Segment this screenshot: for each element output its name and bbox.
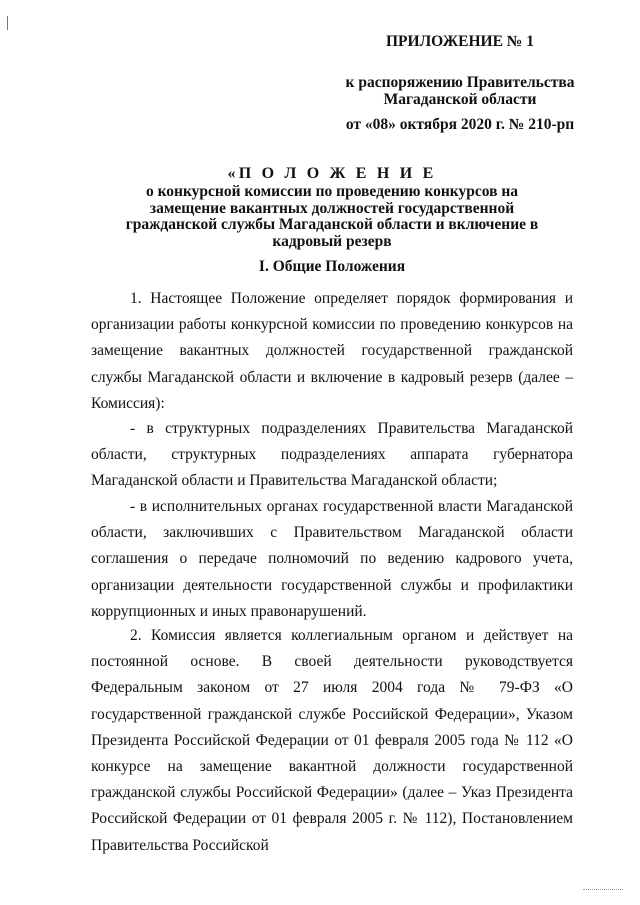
appendix-reference — [300, 74, 620, 108]
document-title — [90, 164, 574, 250]
title-subtitle: о конкурсной комиссии по проведению конкурсов на замещение вакантных должностей государственной гражданской службы Магаданской области и включение в кадровый резерв — [125, 183, 539, 250]
appendix-reference-line2: Магаданской области — [383, 91, 537, 108]
scan-mark — [7, 16, 8, 30]
section-heading: I. Общие Положения — [258, 258, 406, 275]
appendix-number-text: ПРИЛОЖЕНИЕ № 1 — [386, 33, 534, 50]
appendix-number — [300, 33, 620, 50]
paragraph-3: - в исполнительных органах государственной власти Магаданской области, заключивших с Правительством Магаданской области соглашения о передаче полномочий по ведению кадрового учета, организации деятельности государственной службы и профилактики коррупционных и иных правонарушений. — [91, 498, 573, 620]
appendix-date — [300, 116, 620, 133]
title-main: «П О Л О Ж Е Н И Е — [227, 165, 437, 182]
appendix-date-text: от «08» октября 2020 г. № 210-рп — [345, 116, 575, 133]
scan-footer-mark — [583, 889, 623, 891]
appendix-reference-line1: к распоряжению Правительства — [345, 74, 575, 91]
paragraph-1: 1. Настоящее Положение определяет порядок формирования и организации работы конкурсной комиссии по проведению конкурсов на замещение вакантных должностей государственной гражданской службы Магаданской области и включение в кадровый резерв (далее – Комиссия): — [91, 290, 573, 412]
paragraph-2: - в структурных подразделениях Правительства Магаданской области, структурных подразделениях аппарата губернатора Магаданской области и Правительства Магаданской области; — [91, 420, 573, 490]
paragraph-4: 2. Комиссия является коллегиальным органом и действует на постоянной основе. В своей деятельности руководствуется Федеральным законом от 27 июля 2004 года № 79-ФЗ «О государственной гражданской службе Российской Федерации», Указом Президента Российской Федерации от 01 февраля 2005 года № 112 «О конкурсе на замещение вакантной должности государственной гражданской службы Российской Федерации» (далее – Указ Президента Российской Федерации от 01 февраля 2005 г. № 112), Постановлением Правительства Российской — [91, 627, 573, 854]
